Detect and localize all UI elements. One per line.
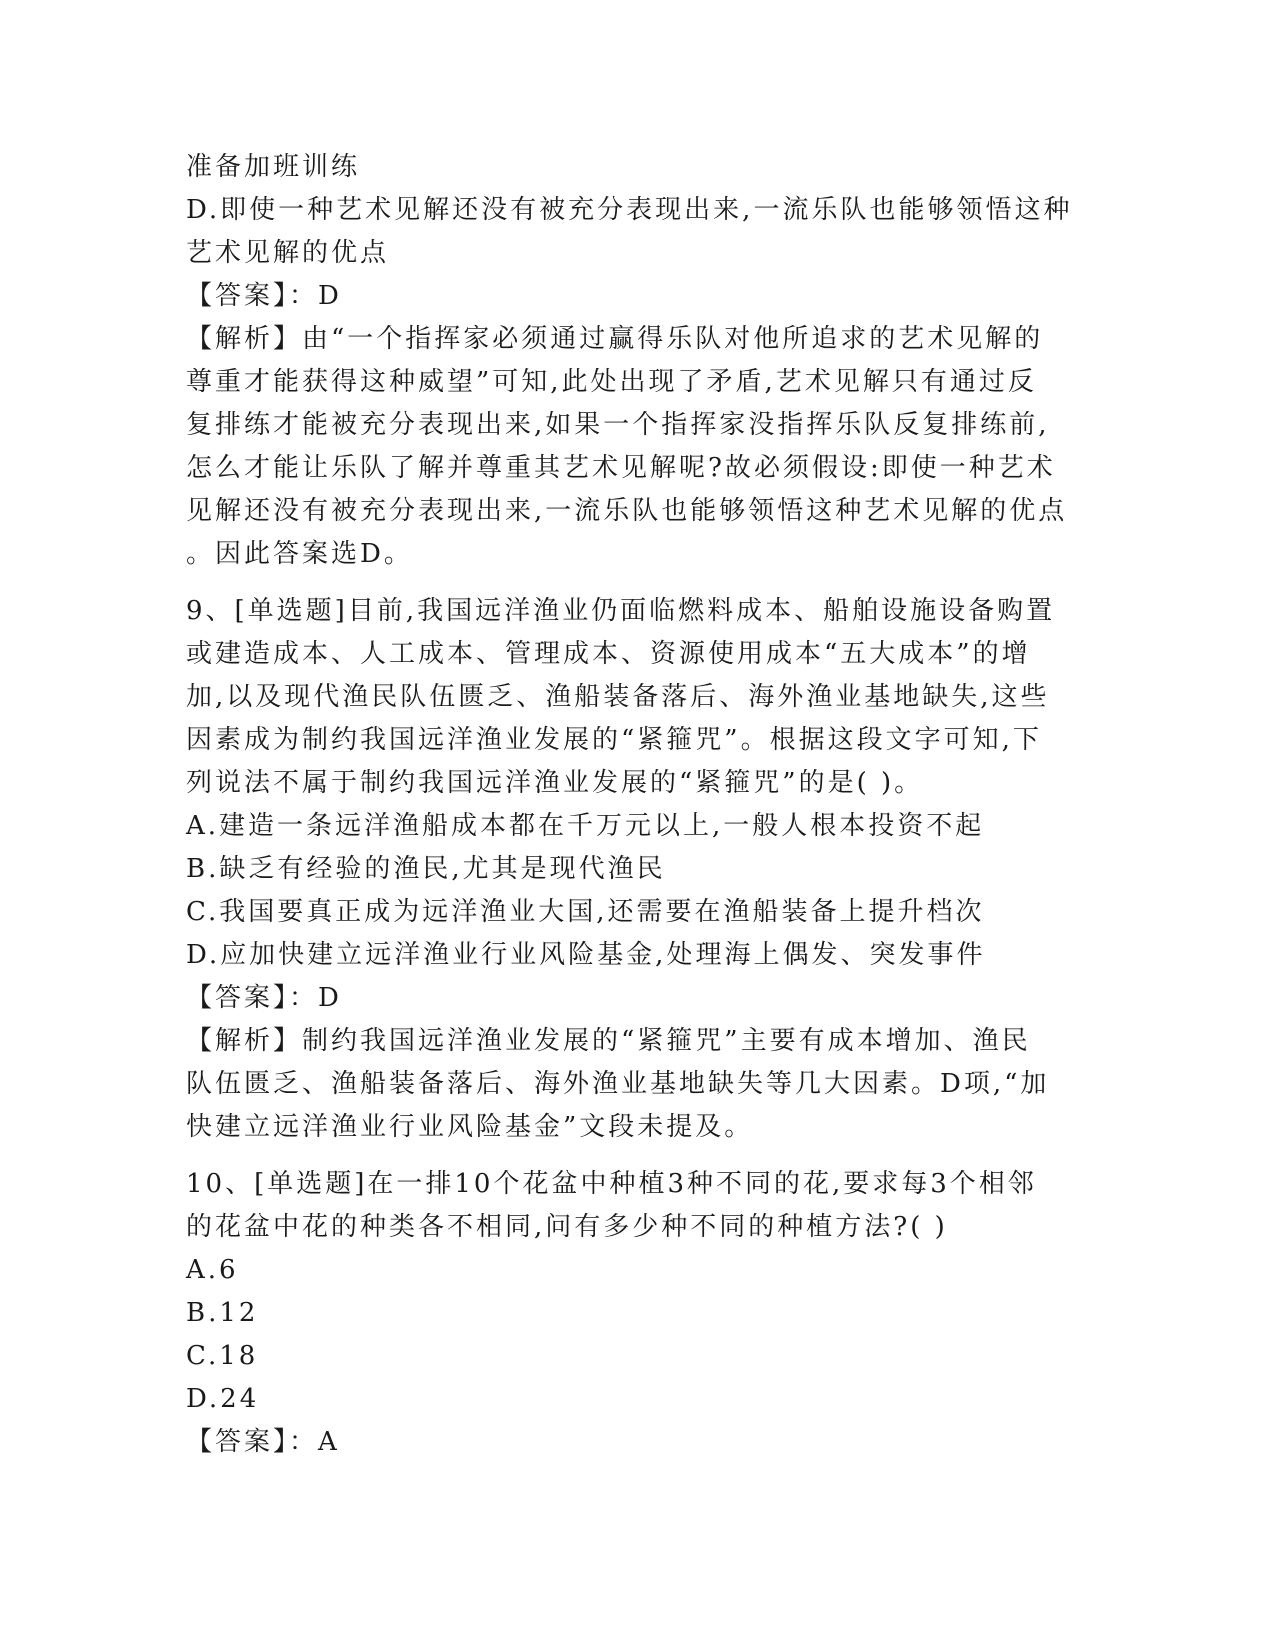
option-c-continuation: 准备加班训练 bbox=[186, 152, 361, 182]
question-8-tail bbox=[186, 146, 1086, 576]
question-stem: 加,以及现代渔民队伍匮乏、渔船装备落后、海外渔业基地缺失,这些 bbox=[186, 682, 1050, 712]
option-b: B.缺乏有经验的渔民,尤其是现代渔民 bbox=[186, 854, 666, 884]
analysis-line: 复排练才能被充分表现出来,如果一个指挥家没指挥乐队反复排练前, bbox=[186, 410, 1050, 440]
analysis-line: 队伍匮乏、渔船装备落后、海外渔业基地缺失等几大因素。D项,“加 bbox=[186, 1069, 1050, 1099]
question-stem: 列说法不属于制约我国远洋渔业发展的“紧箍咒”的是( )。 bbox=[186, 768, 924, 798]
analysis-line: 快建立远洋渔业行业风险基金”文段未提及。 bbox=[186, 1112, 754, 1142]
option-c: C.我国要真正成为远洋渔业大国,还需要在渔船装备上提升档次 bbox=[186, 897, 985, 927]
question-stem: 的花盆中花的种类各不相同,问有多少种不同的种植方法?( ) bbox=[186, 1212, 948, 1242]
analysis-line: 见解还没有被充分表现出来,一流乐队也能够领悟这种艺术见解的优点 bbox=[186, 496, 1068, 526]
question-stem: 或建造成本、人工成本、管理成本、资源使用成本“五大成本”的增 bbox=[186, 639, 1031, 669]
block-gap bbox=[186, 1149, 1086, 1163]
question-stem: 9、[单选题]目前,我国远洋渔业仍面临燃料成本、船舶设施设备购置 bbox=[186, 596, 1056, 626]
option-a: A.建造一条远洋渔船成本都在千万元以上,一般人根本投资不起 bbox=[186, 811, 985, 841]
analysis-line: 。因此答案选D。 bbox=[186, 539, 413, 569]
option-d: D.应加快建立远洋渔业行业风险基金,处理海上偶发、突发事件 bbox=[186, 940, 986, 970]
question-stem: 10、[单选题]在一排10个花盆中种植3种不同的花,要求每3个相邻 bbox=[186, 1169, 1037, 1199]
option-b: B.12 bbox=[186, 1298, 259, 1328]
option-d: D.24 bbox=[186, 1384, 260, 1414]
option-d: D.即使一种艺术见解还没有被充分表现出来,一流乐队也能够领悟这种 bbox=[186, 195, 1073, 225]
question-stem: 因素成为制约我国远洋渔业发展的“紧箍咒”。根据这段文字可知,下 bbox=[186, 725, 1042, 755]
answer-line: 【答案】：D bbox=[186, 281, 342, 311]
option-d-continuation: 艺术见解的优点 bbox=[186, 238, 390, 268]
option-a: A.6 bbox=[186, 1255, 239, 1285]
analysis-line: 【解析】制约我国远洋渔业发展的“紧箍咒”主要有成本增加、渔民 bbox=[186, 1026, 1031, 1056]
document-page bbox=[186, 146, 1086, 1464]
answer-line: 【答案】：A bbox=[186, 1427, 340, 1457]
analysis-line: 【解析】由“一个指挥家必须通过赢得乐队对他所追求的艺术见解的 bbox=[186, 324, 1044, 354]
analysis-line: 怎么才能让乐队了解并尊重其艺术见解呢?故必须假设:即使一种艺术 bbox=[186, 453, 1056, 483]
block-gap bbox=[186, 576, 1086, 590]
question-10 bbox=[186, 1163, 1086, 1464]
option-c: C.18 bbox=[186, 1341, 259, 1371]
answer-line: 【答案】：D bbox=[186, 983, 342, 1013]
question-9 bbox=[186, 590, 1086, 1149]
analysis-line: 尊重才能获得这种威望”可知,此处出现了矛盾,艺术见解只有通过反 bbox=[186, 367, 1037, 397]
